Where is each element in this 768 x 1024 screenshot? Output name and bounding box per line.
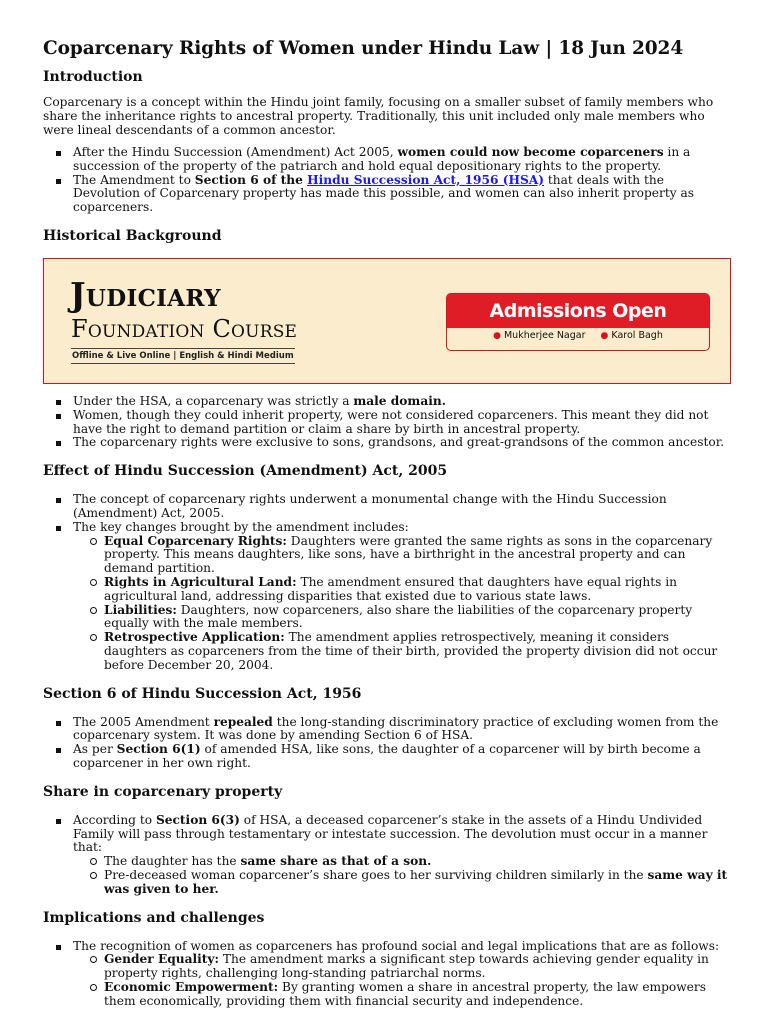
section-heading-history: Historical Background [43,227,222,244]
list-item: The recognition of women as coparceners has profound social and legal implications that are as follows: Gender Equality: The amendment marks a significant step towards achieving gender equality in property rights, challenging long-standing patriarchal norms. Economic Empowerment: By granting women a share in ancestral property, the law empowers them economically, providing them with financial security and independence. [73,940,733,1009]
page-title: Coparcenary Rights of Women under Hindu Law | 18 Jun 2024 [43,38,684,59]
share-sublist [73,855,733,896]
list-item: Under the HSA, a coparcenary was strictly a male domain. [73,395,733,409]
section-heading-implications: Implications and challenges [43,909,265,926]
list-item: The key changes brought by the amendment includes: Equal Coparcenary Rights: Daughters were granted the same rights as sons in the coparcenary property. This means daughters, like sons, have a birthright in the ancestral property and can demand partition. Rights in Agricultural Land: The amendment ensured that daughters have equal rights in agricultural land, addressing disparities that existed due to various state laws. Liabilities: Daughters, now coparceners, also share the liabilities of the coparcenary property equally with the male members. Retrospective Application: The amendment applies retrospectively, meaning it considers daughters as coparceners from the time of their birth, provided the property division did not occur before December 20, 2004. [73,521,733,673]
list-item: After the Hindu Succession (Amendment) Act 2005, women could now become coparceners in a succession of the property of the patriarch and hold equal depositionary rights to the property. [73,146,733,174]
effect-sublist [73,535,733,673]
list-item: The coparcenary rights were exclusive to sons, grandsons, and great-grandsons of the common ancestor. [73,436,733,450]
location-pin-icon: ● [600,330,609,341]
intro-list [43,146,733,215]
list-item: According to Section 6(3) of HSA, a deceased coparcener’s stake in the assets of a Hindu Undivided Family will pass through testamentary or intestate succession. The devolution must occur in a manner that: The daughter has the same share as that of a son. Pre-deceased woman coparcener’s share goes to her surviving children similarly in the same way it was given to her. [73,814,733,897]
section-heading-share: Share in coparcenary property [43,783,283,800]
list-item: The Amendment to Section 6 of the Hindu Succession Act, 1956 (HSA) that deals with the Devolution of Coparcenary property has made this possible, and women can also inherit property as coparceners. [73,174,733,215]
admissions-box[interactable] [446,293,710,351]
locations [447,330,709,341]
location-item: ● Karol Bagh [600,329,663,341]
list-item: The 2005 Amendment repealed the long-standing discriminatory practice of excluding women from the coparcenary system. It was done by amending Section 6 of HSA. [73,716,733,744]
history-list [43,395,733,450]
section-heading-effect: Effect of Hindu Succession (Amendment) Act, 2005 [43,463,448,480]
list-item: The daughter has the same share as that of a son. [104,855,733,869]
share-list [43,814,733,897]
list-item: Pre-deceased woman coparcener’s share goes to her surviving children similarly in the same way it was given to her. [104,869,733,897]
banner-tagline: Offline & Live Online | English & Hindi Medium [71,348,295,364]
banner-title: Judiciary [70,274,221,314]
effect-list [43,493,733,672]
article [43,38,733,1008]
list-item: Liabilities: Daughters, now coparceners, also share the liabilities of the coparcenary property equally with the male members. [104,604,733,632]
implications-sublist [73,953,733,1008]
section-heading-section6: Section 6 of Hindu Succession Act, 1956 [43,685,362,702]
ad-banner[interactable] [43,258,731,384]
location-item: ● Mukherjee Nagar [493,329,586,341]
admissions-label: Admissions Open [447,294,709,328]
list-item: The concept of coparcenary rights underwent a monumental change with the Hindu Succession (Amendment) Act, 2005. [73,493,733,521]
list-item: As per Section 6(1) of amended HSA, like sons, the daughter of a coparcener will by birth become a coparcener in her own right. [73,743,733,771]
section-heading-introduction: Introduction [43,69,143,85]
section6-list [43,716,733,771]
location-pin-icon: ● [493,330,501,341]
list-item: Rights in Agricultural Land: The amendment ensured that daughters have equal rights in agricultural land, addressing disparities that existed due to various state laws. [104,576,733,604]
banner-subtitle: Foundation Course [71,314,298,343]
intro-paragraph: Coparcenary is a concept within the Hindu joint family, focusing on a smaller subset of family members who share the inheritance rights to ancestral property. Traditionally, this unit included only male members who were lineal descendants of a common ancestor. [43,95,714,137]
hsa-link[interactable]: Hindu Succession Act, 1956 (HSA) [307,172,545,187]
implications-list [43,940,733,1009]
list-item: Gender Equality: The amendment marks a significant step towards achieving gender equality in property rights, challenging long-standing patriarchal norms. [104,953,733,981]
list-item: Economic Empowerment: By granting women a share in ancestral property, the law empowers them economically, providing them with financial security and independence. [104,981,733,1009]
list-item: Women, though they could inherit property, were not considered coparceners. This meant they did not have the right to demand partition or claim a share by birth in ancestral property. [73,409,733,437]
list-item: Equal Coparcenary Rights: Daughters were granted the same rights as sons in the coparcenary property. This means daughters, like sons, have a birthright in the ancestral property and can demand partition. [104,535,733,576]
list-item: Retrospective Application: The amendment applies retrospectively, meaning it considers daughters as coparceners from the time of their birth, provided the property division did not occur before December 20, 2004. [104,631,733,672]
